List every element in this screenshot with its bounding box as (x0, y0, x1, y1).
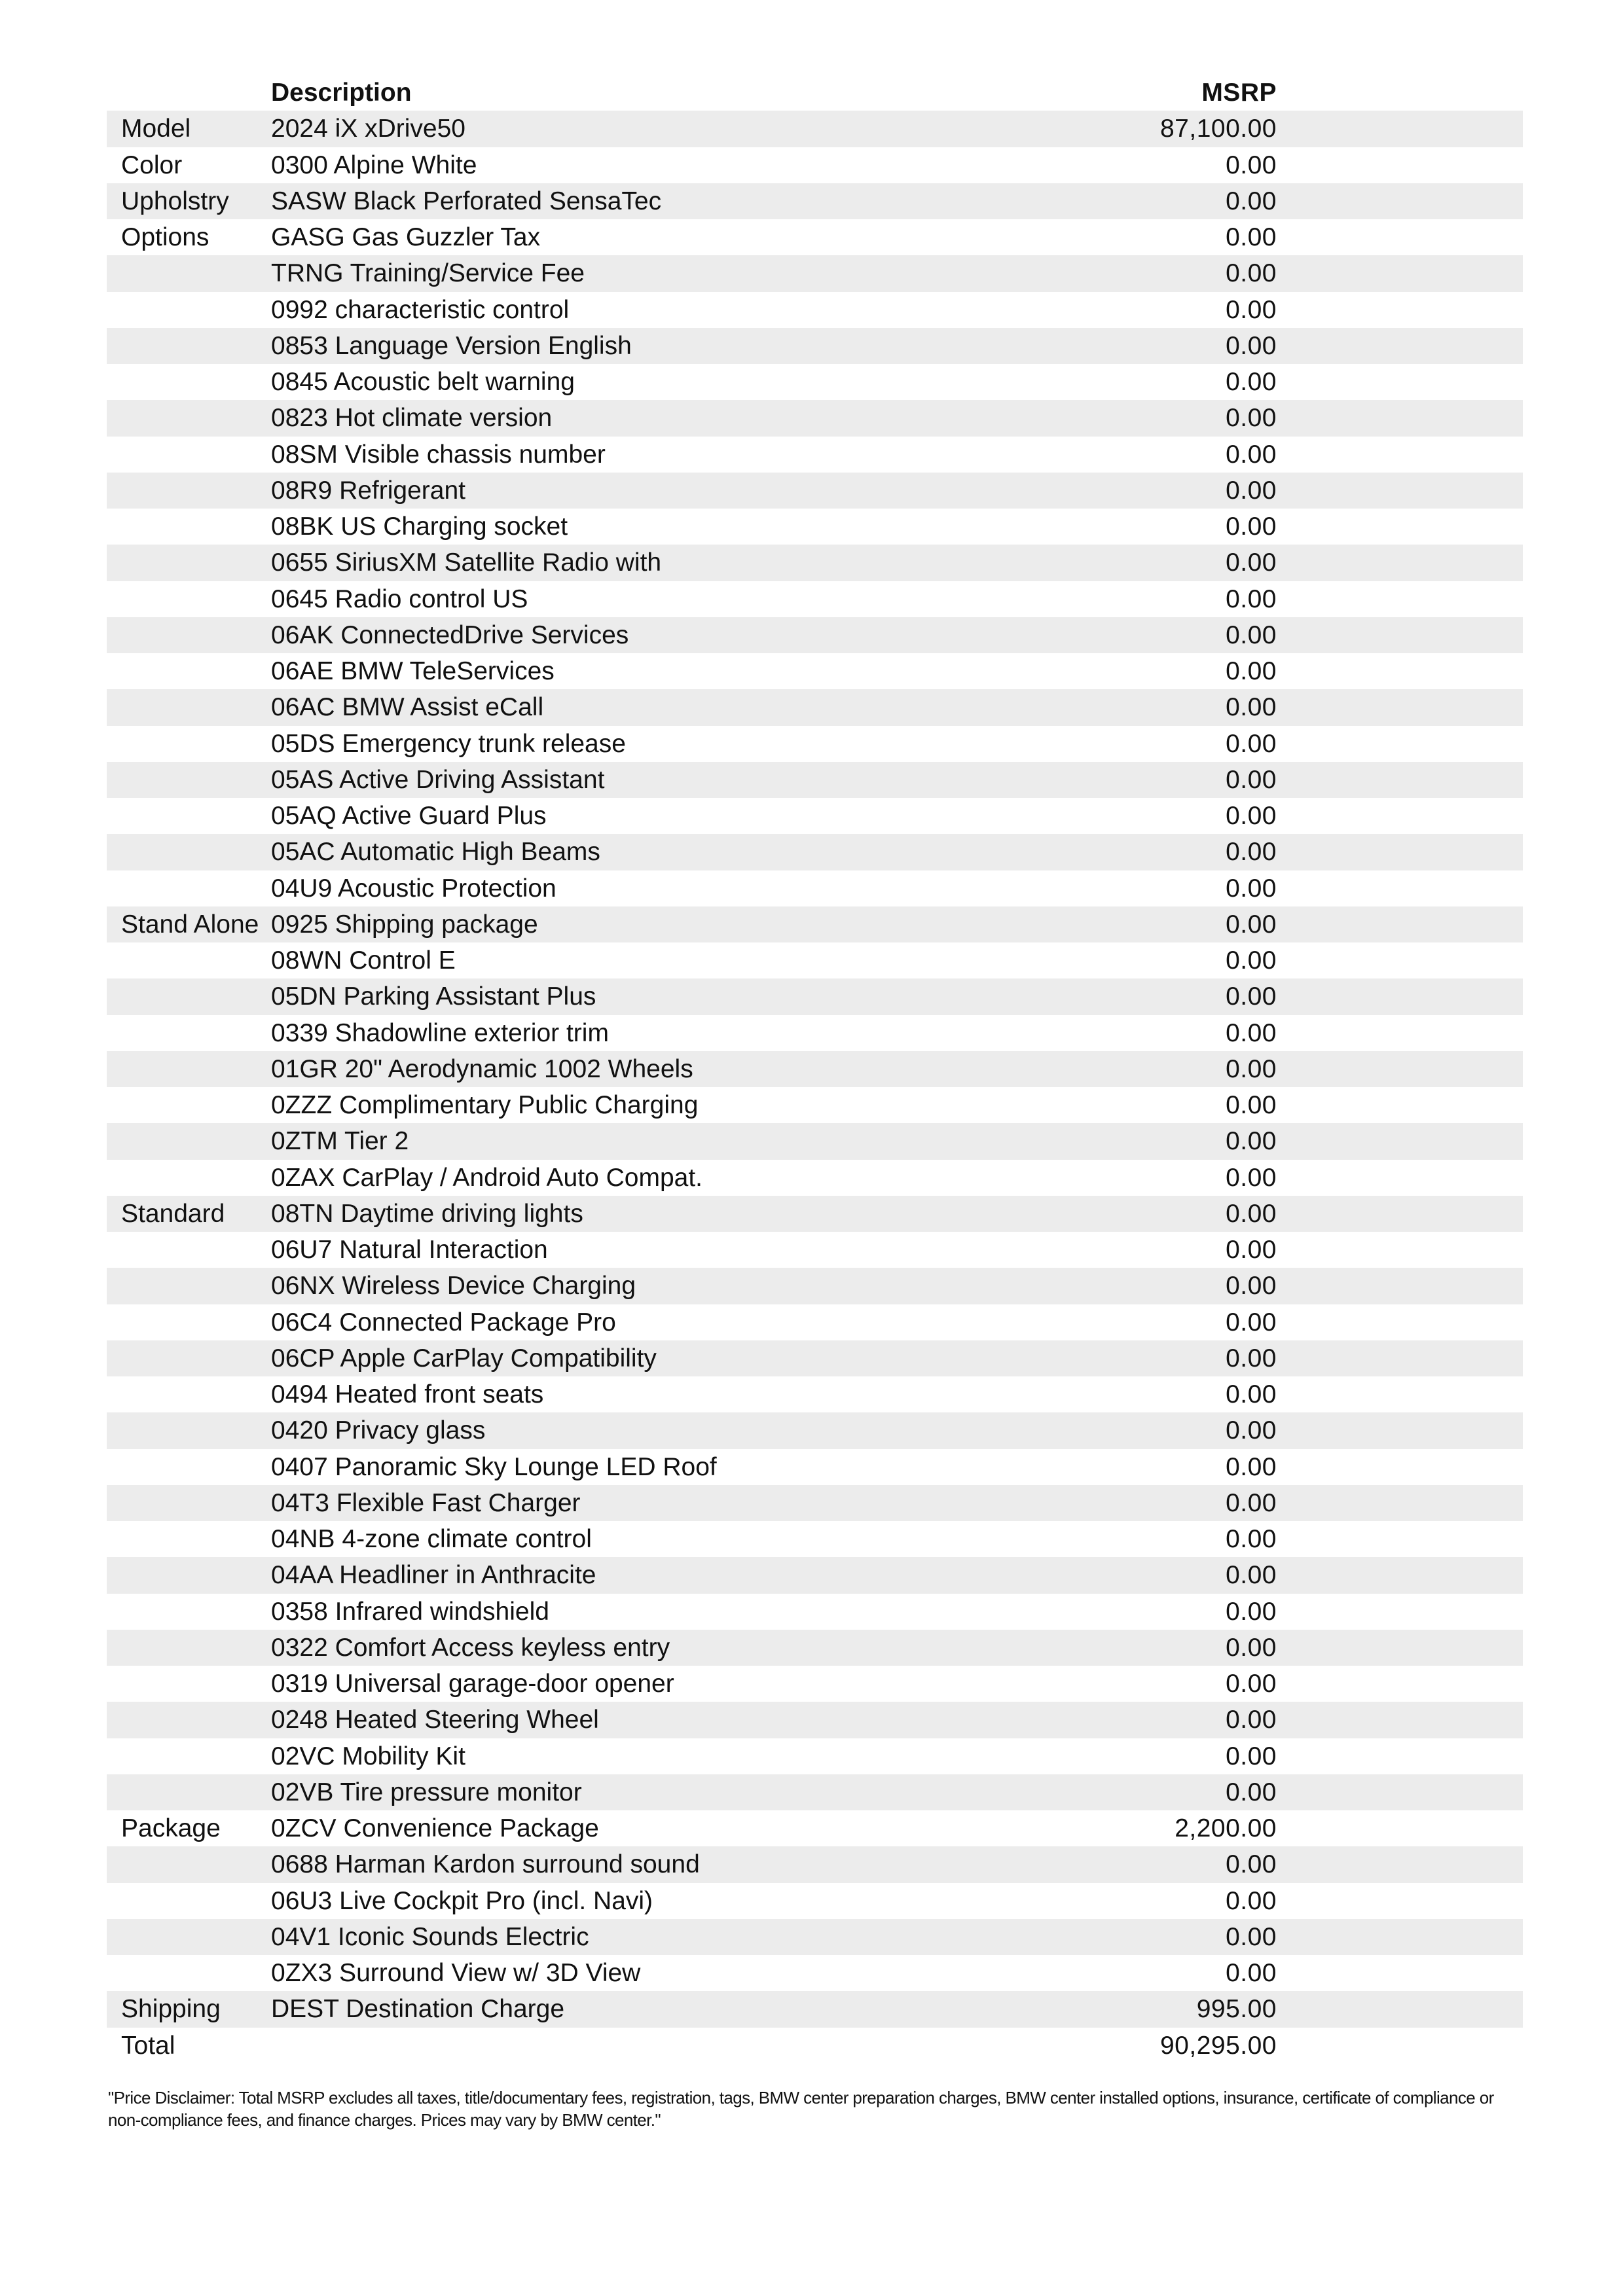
row-msrp: 0.00 (1226, 1344, 1277, 1372)
row-description: 0319 Universal garage-door opener (271, 1670, 674, 1698)
row-description: GASG Gas Guzzler Tax (271, 223, 541, 252)
row-description: 06AE BMW TeleServices (271, 657, 555, 686)
row-msrp: 0.00 (1226, 223, 1277, 252)
table-row (107, 1991, 1523, 2027)
table-row (107, 653, 1523, 689)
table-row (107, 1738, 1523, 1774)
row-description: 02VB Tire pressure monitor (271, 1778, 582, 1806)
row-description: 0645 Radio control US (271, 584, 528, 613)
row-msrp: 87,100.00 (1159, 115, 1277, 143)
row-description: 0494 Heated front seats (271, 1380, 544, 1409)
row-description: 0ZTM Tier 2 (271, 1127, 409, 1156)
table-row (107, 111, 1523, 147)
table-row (107, 942, 1523, 978)
row-msrp: 0.00 (1226, 1018, 1277, 1047)
row-category: Package (121, 1814, 221, 1843)
price-disclaimer: "Price Disclaimer: Total MSRP excludes all taxes, title/documentary fees, registration, tags, BMW center preparation charges, BMW center installed options, insurance, certificate of compliance or non-compliance fees, and finance charges. Prices may vary by BMW center." (108, 2088, 1494, 2130)
table-row (107, 545, 1523, 581)
row-msrp: 0.00 (1226, 765, 1277, 794)
row-description: 05DN Parking Assistant Plus (271, 982, 596, 1011)
row-description: 04V1 Iconic Sounds Electric (271, 1922, 589, 1951)
row-description: 04T3 Flexible Fast Charger (271, 1488, 581, 1517)
table-row (107, 1485, 1523, 1521)
table-row (107, 1521, 1523, 1557)
table-row (107, 509, 1523, 545)
row-description: SASW Black Perforated SensaTec (271, 187, 662, 215)
header-description: Description (271, 79, 412, 107)
table-row (107, 906, 1523, 942)
row-msrp: 0.00 (1226, 548, 1277, 577)
row-description: 0925 Shipping package (271, 910, 538, 939)
row-msrp: 0.00 (1226, 331, 1277, 360)
table-row (107, 834, 1523, 870)
table-row (107, 1557, 1523, 1593)
row-description: 0823 Hot climate version (271, 404, 553, 433)
row-msrp: 0.00 (1226, 1091, 1277, 1120)
row-description: 0845 Acoustic belt warning (271, 368, 575, 397)
row-msrp: 0.00 (1226, 1054, 1277, 1083)
row-description: 08SM Visible chassis number (271, 440, 606, 469)
row-category: Stand Alone (121, 910, 259, 939)
table-row (107, 437, 1523, 473)
row-description: 0853 Language Version English (271, 331, 632, 360)
table-header (107, 75, 1523, 111)
row-description: 0300 Alpine White (271, 151, 477, 179)
row-msrp: 0.00 (1226, 1163, 1277, 1192)
table-row (107, 1015, 1523, 1051)
table-row (107, 183, 1523, 219)
row-msrp: 0.00 (1226, 1633, 1277, 1662)
row-msrp: 2,200.00 (1175, 1814, 1277, 1843)
table-row (107, 147, 1523, 183)
table-row (107, 473, 1523, 509)
row-description: 04AA Headliner in Anthracite (271, 1561, 596, 1590)
table-row (107, 328, 1523, 364)
table-row (107, 1160, 1523, 1196)
table-row (107, 870, 1523, 906)
table-row (107, 1340, 1523, 1376)
row-description: 06NX Wireless Device Charging (271, 1272, 636, 1300)
row-msrp: 0.00 (1226, 1959, 1277, 1988)
row-msrp: 0.00 (1226, 259, 1277, 288)
row-msrp: 0.00 (1226, 874, 1277, 903)
table-row (107, 1087, 1523, 1123)
table-row (107, 400, 1523, 436)
row-description: 0655 SiriusXM Satellite Radio with (271, 548, 662, 577)
row-msrp: 0.00 (1226, 620, 1277, 649)
row-description: 08WN Control E (271, 946, 456, 975)
table-row (107, 364, 1523, 400)
table-row (107, 1232, 1523, 1268)
table-row (107, 581, 1523, 617)
row-msrp: 0.00 (1226, 1380, 1277, 1409)
row-msrp: 0.00 (1226, 1452, 1277, 1481)
row-msrp: 0.00 (1226, 404, 1277, 433)
row-description: 06AC BMW Assist eCall (271, 693, 544, 722)
row-description: 08BK US Charging socket (271, 512, 568, 541)
row-description: 0992 characteristic control (271, 295, 570, 324)
table-row (107, 2028, 1523, 2064)
table-row (107, 255, 1523, 291)
row-description: 08R9 Refrigerant (271, 476, 465, 505)
table-row (107, 219, 1523, 255)
row-msrp: 0.00 (1226, 1597, 1277, 1626)
table-row (107, 1051, 1523, 1087)
row-description: 0ZCV Convenience Package (271, 1814, 599, 1843)
table-row (107, 1196, 1523, 1232)
row-category: Model (121, 115, 191, 143)
row-description: TRNG Training/Service Fee (271, 259, 585, 288)
row-description: 2024 iX xDrive50 (271, 115, 465, 143)
table-row (107, 1594, 1523, 1630)
table-row (107, 292, 1523, 328)
row-msrp: 0.00 (1226, 187, 1277, 215)
row-description: 0358 Infrared windshield (271, 1597, 549, 1626)
row-description: 06C4 Connected Package Pro (271, 1308, 616, 1336)
row-msrp: 0.00 (1226, 368, 1277, 397)
row-description: 0ZAX CarPlay / Android Auto Compat. (271, 1163, 703, 1192)
row-description: 0ZZZ Complimentary Public Charging (271, 1091, 699, 1120)
row-msrp: 0.00 (1226, 982, 1277, 1011)
header-msrp: MSRP (1201, 79, 1277, 107)
row-msrp: 0.00 (1226, 476, 1277, 505)
row-msrp: 0.00 (1226, 1742, 1277, 1770)
row-msrp: 0.00 (1226, 1416, 1277, 1445)
row-description: 04U9 Acoustic Protection (271, 874, 556, 903)
row-msrp: 0.00 (1226, 1561, 1277, 1590)
row-category: Total (121, 2031, 175, 2060)
table-row (107, 1810, 1523, 1846)
row-description: 0688 Harman Kardon surround sound (271, 1850, 700, 1879)
row-category: Standard (121, 1199, 225, 1228)
row-description: 01GR 20" Aerodynamic 1002 Wheels (271, 1054, 693, 1083)
row-description: 0420 Privacy glass (271, 1416, 486, 1445)
row-msrp: 0.00 (1226, 1886, 1277, 1915)
table-row (107, 1304, 1523, 1340)
row-description: DEST Destination Charge (271, 1995, 565, 2024)
row-msrp: 0.00 (1226, 440, 1277, 469)
row-msrp: 0.00 (1226, 151, 1277, 179)
row-description: 0339 Shadowline exterior trim (271, 1018, 609, 1047)
table-row (107, 1123, 1523, 1159)
table-row (107, 978, 1523, 1014)
row-msrp: 0.00 (1226, 802, 1277, 831)
table-row (107, 617, 1523, 653)
row-msrp: 0.00 (1226, 838, 1277, 867)
table-row (107, 1883, 1523, 1919)
row-description: 06CP Apple CarPlay Compatibility (271, 1344, 657, 1372)
row-msrp: 0.00 (1226, 1922, 1277, 1951)
row-description: 02VC Mobility Kit (271, 1742, 465, 1770)
row-description: 05DS Emergency trunk release (271, 729, 626, 758)
row-description: 05AS Active Driving Assistant (271, 765, 605, 794)
row-msrp: 0.00 (1226, 1199, 1277, 1228)
row-msrp: 0.00 (1226, 1670, 1277, 1698)
row-msrp: 0.00 (1226, 910, 1277, 939)
row-description: 06AK ConnectedDrive Services (271, 620, 629, 649)
row-msrp: 0.00 (1226, 512, 1277, 541)
row-category: Shipping (121, 1995, 221, 2024)
row-msrp: 0.00 (1226, 1850, 1277, 1879)
table-row (107, 1955, 1523, 1991)
row-msrp: 0.00 (1226, 584, 1277, 613)
row-description: 08TN Daytime driving lights (271, 1199, 583, 1228)
table-row (107, 1376, 1523, 1412)
row-msrp: 0.00 (1226, 1488, 1277, 1517)
row-msrp: 90,295.00 (1159, 2031, 1277, 2060)
row-msrp: 0.00 (1226, 693, 1277, 722)
row-description: 0ZX3 Surround View w/ 3D View (271, 1959, 641, 1988)
table-row (107, 1449, 1523, 1485)
table-row (107, 762, 1523, 798)
msrp-table (107, 75, 1523, 2064)
table-body (107, 111, 1523, 2064)
table-row (107, 1666, 1523, 1702)
row-category: Upholstry (121, 187, 229, 215)
table-row (107, 1412, 1523, 1448)
table-row (107, 1268, 1523, 1304)
row-msrp: 0.00 (1226, 1236, 1277, 1265)
table-row (107, 1702, 1523, 1738)
row-description: 0407 Panoramic Sky Lounge LED Roof (271, 1452, 717, 1481)
table-row (107, 1774, 1523, 1810)
row-description: 0248 Heated Steering Wheel (271, 1706, 599, 1734)
row-msrp: 0.00 (1226, 729, 1277, 758)
row-msrp: 0.00 (1226, 295, 1277, 324)
row-msrp: 995.00 (1196, 1995, 1277, 2024)
row-msrp: 0.00 (1226, 1127, 1277, 1156)
row-description: 05AQ Active Guard Plus (271, 802, 547, 831)
row-description: 0322 Comfort Access keyless entry (271, 1633, 670, 1662)
row-msrp: 0.00 (1226, 946, 1277, 975)
row-msrp: 0.00 (1226, 1272, 1277, 1300)
table-row (107, 798, 1523, 834)
table-row (107, 726, 1523, 762)
table-row (107, 1919, 1523, 1955)
table-row (107, 1630, 1523, 1666)
row-description: 04NB 4-zone climate control (271, 1525, 592, 1554)
row-msrp: 0.00 (1226, 1778, 1277, 1806)
row-category: Color (121, 151, 183, 179)
table-row (107, 1846, 1523, 1882)
row-msrp: 0.00 (1226, 1525, 1277, 1554)
row-category: Options (121, 223, 210, 252)
table-row (107, 689, 1523, 725)
row-msrp: 0.00 (1226, 1308, 1277, 1336)
row-description: 06U7 Natural Interaction (271, 1236, 548, 1265)
row-description: 05AC Automatic High Beams (271, 838, 600, 867)
row-msrp: 0.00 (1226, 657, 1277, 686)
row-msrp: 0.00 (1226, 1706, 1277, 1734)
row-description: 06U3 Live Cockpit Pro (incl. Navi) (271, 1886, 653, 1915)
